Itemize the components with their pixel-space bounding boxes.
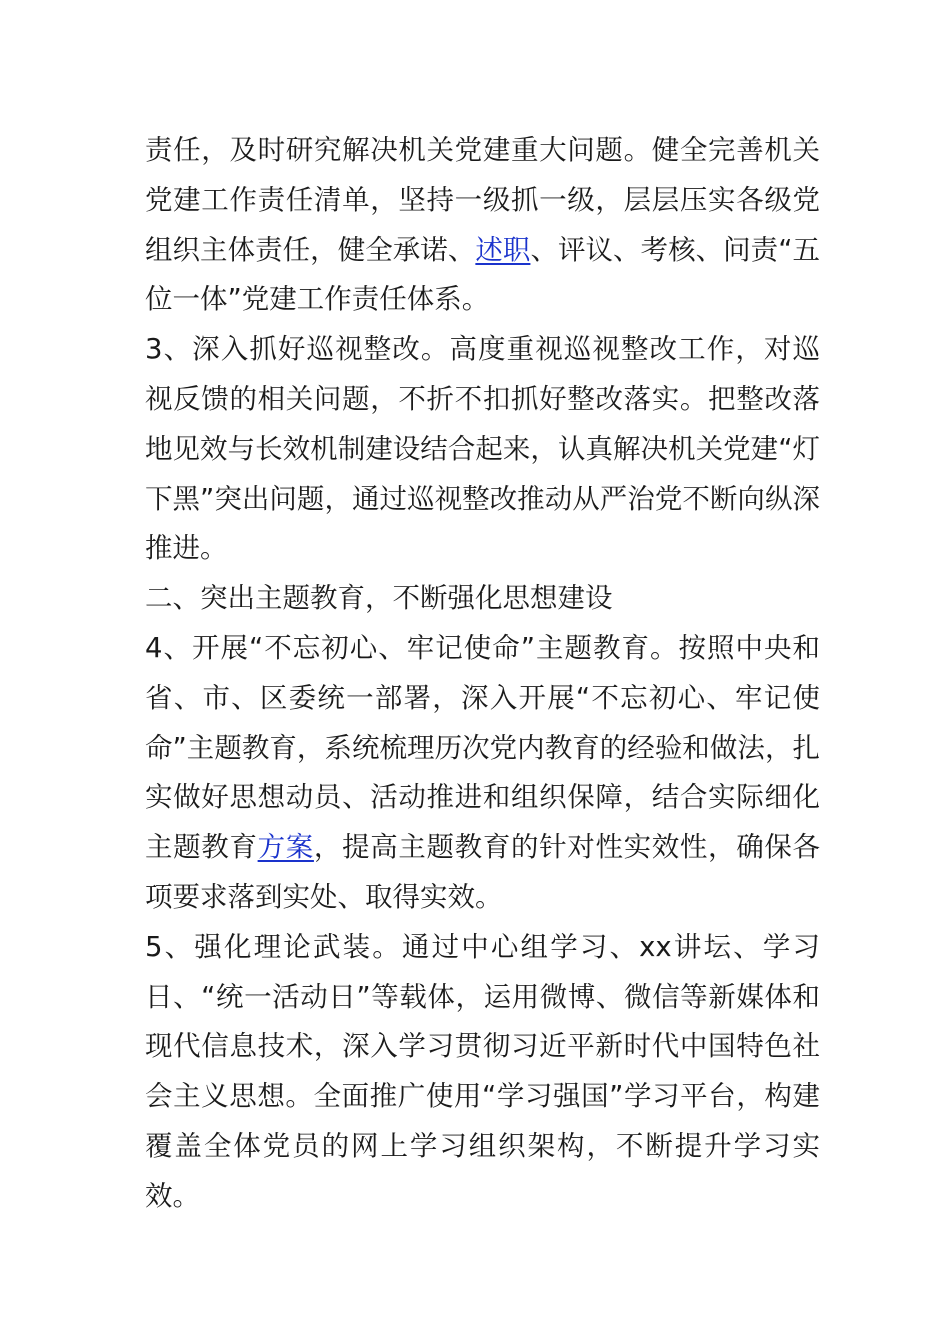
- link-shuzhi[interactable]: 述职: [475, 233, 531, 266]
- paragraph-inspection-rectification: 3、深入抓好巡视整改。高度重视巡视整改工作，对巡视反馈的相关问题，不折不扣抓好整改落实。把整改落地见效与长效机制建设结合起来，认真解决机关党建“灯下黑”突出问题，通过巡视整改推动从严治党不断向纵深推进。: [145, 333, 820, 565]
- paragraph-theory-study: 5、强化理论武装。通过中心组学习、xx讲坛、学习日、“统一活动日”等载体，运用微博、微信等新媒体和现代信息技术，深入学习贯彻习近平新时代中国特色社会主义思想。全面推广使用“学习强国”学习平台，构建覆盖全体党员的网上学习组织架构，不断提升学习实效。: [145, 930, 820, 1212]
- paragraph-text: ，提高主题教育的针对性实效性，确保各项要求落到实处、取得实效。: [145, 831, 821, 913]
- paragraph-text: 责任，及时研究解决机关党建重大问题。健全完善机关党建工作责任清单，坚持一级抓一级，层层压实各级党组织主体责任，健全承诺、: [145, 134, 820, 266]
- section-heading-theme-education: 二、突出主题教育，不断强化思想建设: [145, 582, 613, 615]
- paragraph-text: 、评议、考核、问责“五位一体”党建工作责任体系。: [145, 233, 820, 316]
- paragraph-text: 4、开展“不忘初心、牢记使命”主题教育。按照中央和省、市、区委统一部署，深入开展“不忘初心、牢记使命”主题教育，系统梳理历次党内教育的经验和做法，扎实做好思想动员、活动推进和组织保障，结合实际细化主题教育: [145, 631, 820, 864]
- link-fangan[interactable]: 方案: [257, 831, 314, 864]
- paragraph-responsibility: [145, 126, 820, 325]
- document-page: [145, 126, 820, 1222]
- paragraph-theme-education: [145, 624, 820, 923]
